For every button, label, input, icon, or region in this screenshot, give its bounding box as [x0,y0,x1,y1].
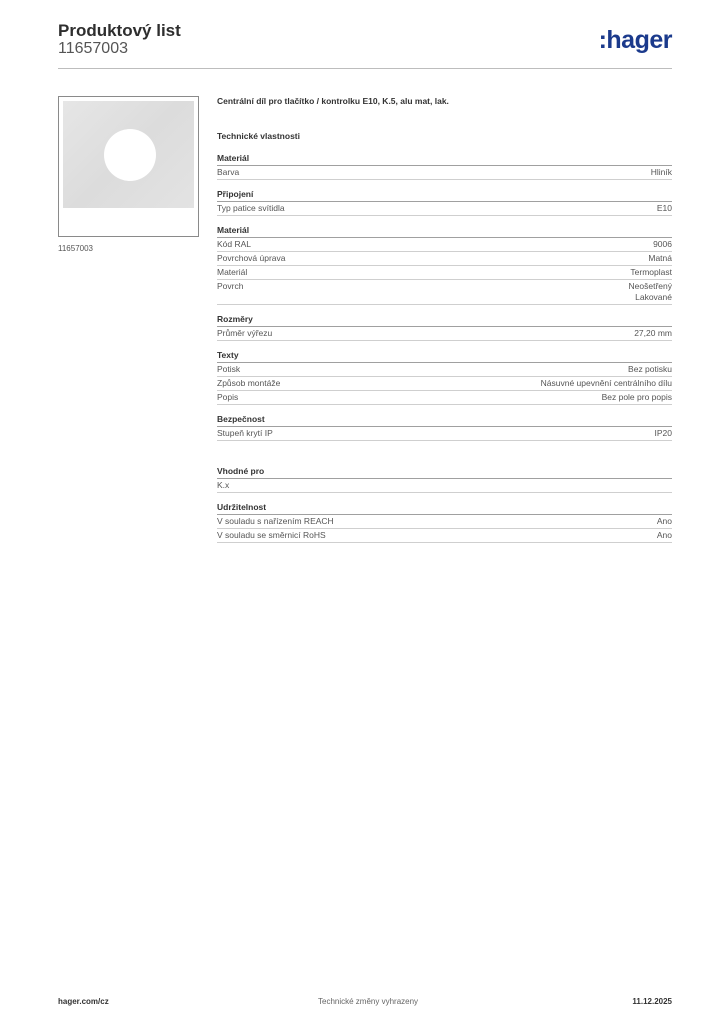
property-section [217,188,672,216]
property-value-line: Násuvné upevnění centrálního dílu [540,378,672,388]
property-row [217,252,672,266]
logo-text: hager [606,26,672,54]
property-section [217,313,672,341]
property-row [217,391,672,405]
property-value-line: IP20 [654,428,672,438]
product-image [63,101,194,208]
property-row [217,166,672,180]
property-value-line: Neošetřený [628,281,672,291]
property-row [217,202,672,216]
property-value-line: 27,20 mm [634,328,672,338]
product-description: Centrální díl pro tlačítko / kontrolku E10, K.5, alu mat, lak. [217,96,449,106]
property-value [630,267,672,278]
property-label: Typ patice svítidla [217,203,285,213]
property-label: K.x [217,480,230,490]
property-row [217,327,672,341]
property-value-line: Bez potisku [628,364,672,374]
property-row [217,529,672,543]
section-title: Vhodné pro [217,465,672,479]
property-value-line: Lakované [635,292,672,302]
footer-website: hager.com/cz [58,997,109,1006]
property-row [217,427,672,441]
property-section [217,152,672,180]
property-value [657,203,672,214]
product-image-frame [58,96,199,237]
section-title: Materiál [217,152,672,166]
section-title: Bezpečnost [217,413,672,427]
page-title: Produktový list [58,21,181,40]
section-title: Materiál [217,224,672,238]
property-value-line: Ano [656,530,672,540]
property-value-line [670,480,672,491]
property-value [602,392,672,403]
property-value [657,516,672,527]
hager-logo [599,26,672,54]
property-label: V souladu s nařízením REACH [217,516,334,526]
section-title: Texty [217,349,672,363]
property-sections [217,152,672,543]
property-row [217,515,672,529]
document-number: 11657003 [58,40,128,57]
property-row [217,363,672,377]
property-label: Potisk [217,364,241,374]
property-section [217,413,672,441]
section-title: Připojení [217,188,672,202]
property-value-line: E10 [656,203,672,213]
property-label: Materiál [217,267,248,277]
page-footer [58,997,672,1009]
property-label: Stupeň krytí IP [217,428,273,438]
property-label: Barva [217,167,240,177]
section-title: Rozměry [217,313,672,327]
property-row [217,377,672,391]
property-value [634,328,672,339]
property-label: Popis [217,392,239,402]
property-label: Způsob montáže [217,378,281,388]
property-value-line: Ano [656,516,672,526]
property-label: Povrchová úprava [217,253,286,263]
footer-date: 11.12.2025 [632,997,672,1006]
property-value [648,253,672,264]
property-section [217,465,672,493]
property-value-line: Termoplast [630,267,672,277]
property-value [651,167,672,178]
property-label: V souladu se směrnicí RoHS [217,530,326,540]
product-details [217,96,672,551]
property-value [653,239,672,250]
property-section [217,501,672,543]
property-value [629,281,672,303]
property-value [670,480,672,491]
property-label: Průměr výřezu [217,328,273,338]
property-row [217,280,672,305]
technical-properties-title: Technické vlastnosti [217,131,300,141]
product-image-caption: 11657003 [58,244,93,253]
property-value-line: Bez pole pro popis [601,392,672,402]
property-value [657,530,672,541]
section-title: Udržitelnost [217,501,672,515]
footer-note: Technické změny vyhrazeny [318,997,419,1006]
property-section [217,349,672,405]
property-label: Kód RAL [217,239,252,249]
header-divider [58,68,672,69]
property-value-line: Matná [648,253,672,263]
property-value [541,378,672,389]
product-cutout [104,129,156,181]
page-header [58,20,672,70]
property-row [217,238,672,252]
logo-colon-icon: : [598,26,607,54]
property-label: Povrch [217,281,244,291]
property-row [217,479,672,493]
property-section [217,224,672,305]
property-row [217,266,672,280]
property-value [628,364,672,375]
property-value [655,428,673,439]
property-value-line: 9006 [653,239,672,249]
property-value-line: Hliník [650,167,672,177]
